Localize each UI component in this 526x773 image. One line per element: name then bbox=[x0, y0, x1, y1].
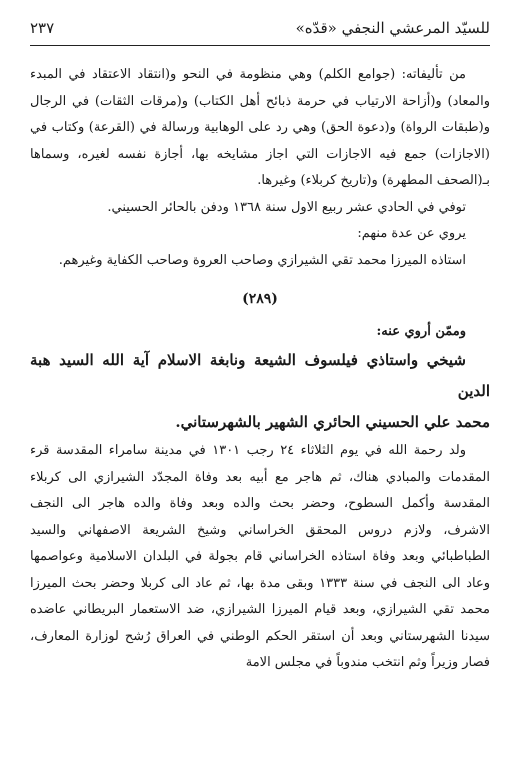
teacher-paragraph: استاذه الميرزا محمد تقي الشيرازي وصاحب العروة وصاحب الكفاية وغيرهم. bbox=[58, 252, 466, 268]
running-head: للسيّد المرعشي النجفي «قدّه» bbox=[295, 19, 490, 37]
page-header bbox=[30, 14, 490, 44]
death-paragraph: توفي في الحادي عشر ربيع الاول سنة ١٣٦٨ ودفن بالحائر الحسيني. bbox=[107, 199, 466, 215]
biography-paragraph: ولد رحمة الله في يوم الثلاثاء ٢٤ رجب ١٣٠١ في مدينة سامراء المقدسة قرء المقدمات والمبادي هناك، ثم هاجر مع أبيه بعد وفاة المجدّد الشيرازي الى كربلاء المقدسة وأكمل السطوح، وحضر بحث والده وبعد وفاة والده هاجر الى النجف الاشرف، ولازم دروس المحقق الخراساني وشيخ الشريعة الاصفهاني والسيد الطباطبائي وبعد وفاة استاذه الخراساني قام بجولة في البلدان الاسلامية وعواصمها وعاد الى النجف في سنة ١٣٣٣ وبقى مدة بها، ثم عاد الى كربلا وحضر بحث الميرزا محمد تقي الشيرازي، وبعد قيام الميرزا الشيرازي، ضد الاستعمار البريطاني عاضده سيدنا الشهرستاني وبعد أن استقر الحكم الوطني في العراق رُشح لوزارة المعارف، فصار وزيراً وثم انتخب مندوباً في مجلس الامة bbox=[30, 443, 490, 670]
narrates-paragraph: يروي عن عدة منهم: bbox=[357, 226, 466, 241]
narrated-from-heading: وممّن أروي عنه: bbox=[376, 323, 466, 339]
header-rule bbox=[30, 45, 490, 46]
subject-name-line2: محمد علي الحسيني الحائري الشهير بالشهرستاني. bbox=[175, 413, 490, 431]
subject-name-line1: شيخي واستاذي فيلسوف الشيعة ونابغة الاسلام آية الله السيد هبة الدين bbox=[30, 351, 490, 400]
works-paragraph: من تأليفاته: (جوامع الكلم) وهي منظومة في النحو و(انتقاد الاعتقاد في المبدء والمعاد) و(أزاحة الارتياب في حرمة ذبائح أهل الكتاب) و(مرقات الثقات) في الرجال و(طبقات الرواة) و(دعوة الحق) وهي رد على الوهابية ورسالة في (القرعة) وكتاب في (الاجازات) جمع فيه الاجازات التي اجاز مشايخه بها، أجازة نفسه لغيره، وسماها بـ(الصحف المطهرة) و(تاريخ كربلاء) وغيرها. bbox=[30, 67, 490, 188]
page-number: ٢٣٧ bbox=[30, 19, 55, 37]
page-body bbox=[30, 62, 490, 677]
entry-number: (٢٨٩) bbox=[242, 291, 278, 307]
